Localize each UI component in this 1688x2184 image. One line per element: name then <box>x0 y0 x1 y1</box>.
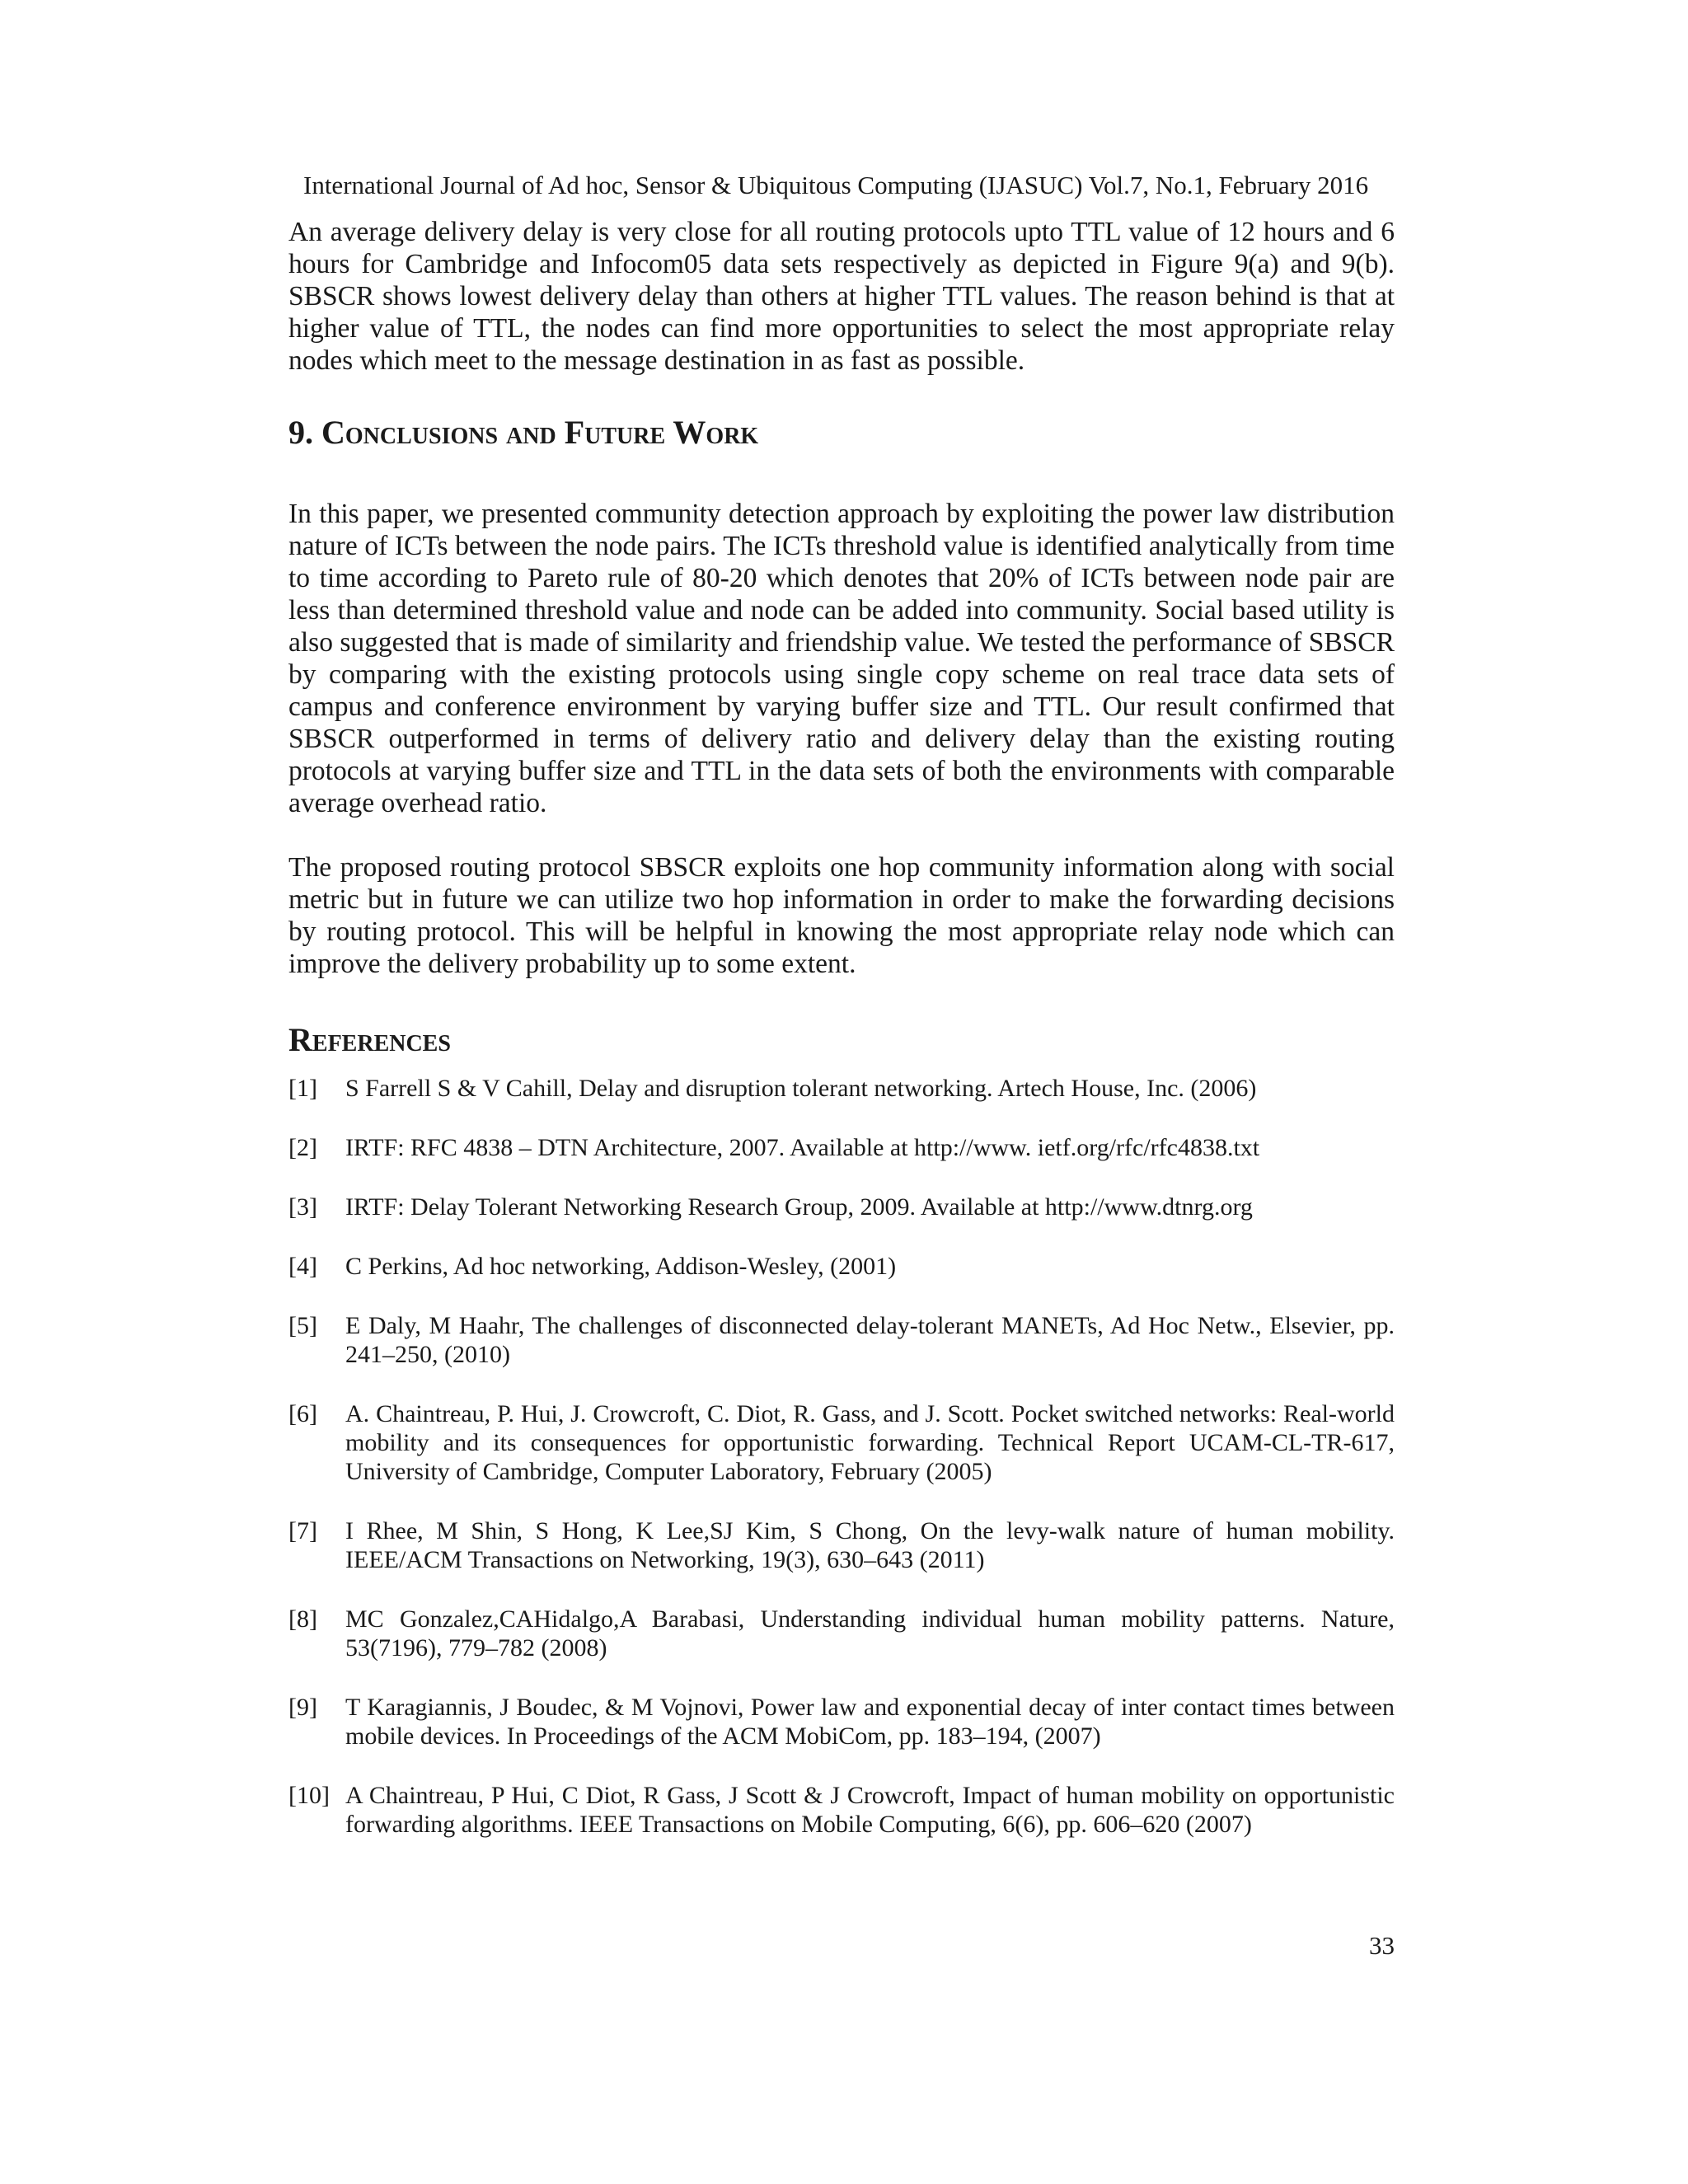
intro-paragraph: An average delivery delay is very close for all routing protocols upto TTL value of 12 hours and 6 hours for Cambridge and Infocom05 data sets respectively as depicted in Figure 9(a) and 9(b). SBSCR shows lowest delivery delay than others at higher TTL values. The reason behind is that at higher value of TTL, the nodes can find more opportunities to select the most appropriate relay nodes which meet to the message destination in as fast as possible. <box>288 217 1395 376</box>
reference-number: [5] <box>288 1312 317 1339</box>
reference-text: A. Chaintreau, P. Hui, J. Crowcroft, C. Diot, R. Gass, and J. Scott. Pocket switched networks: Real-world mobility and its consequences for opportunistic forwarding. Technical Report UCAM-CL-TR-617, University of Cambridge, Computer Laboratory, February (2005) <box>345 1400 1395 1485</box>
reference-number: [3] <box>288 1193 317 1221</box>
conclusion-paragraph-1: In this paper, we presented community detection approach by exploiting the power law distribution nature of ICTs between the node pairs. The ICTs threshold value is identified analytically from time to time according to Pareto rule of 80-20 which denotes that 20% of ICTs between node pair are less than determined threshold value and node can be added into community. Social based utility is also suggested that is made of similarity and friendship value. We tested the performance of SBSCR by comparing with the existing protocols using single copy scheme on real trace data sets of campus and conference environment by varying buffer size and TTL. Our result confirmed that SBSCR outperformed in terms of delivery ratio and delivery delay than the existing routing protocols at varying buffer size and TTL in the data sets of both the environments with comparable average overhead ratio. <box>288 499 1395 818</box>
reference-text: C Perkins, Ad hoc networking, Addison-Wesley, (2001) <box>345 1253 897 1280</box>
reference-list <box>288 1074 1395 1839</box>
section-heading-references: References <box>288 1021 451 1058</box>
reference-number: [6] <box>288 1400 317 1427</box>
reference-item-7 <box>288 1516 1395 1574</box>
reference-item-6 <box>288 1399 1395 1486</box>
reference-number: [1] <box>288 1075 317 1102</box>
reference-number: [2] <box>288 1134 317 1161</box>
running-header: International Journal of Ad hoc, Sensor & Ubiquitous Computing (IJASUC) Vol.7, No.1, February 2016 <box>303 171 1369 199</box>
reference-number: [7] <box>288 1517 317 1544</box>
reference-number: [4] <box>288 1253 317 1280</box>
section-heading-conclusions: 9. Conclusions and Future Work <box>288 414 759 451</box>
reference-text: A Chaintreau, P Hui, C Diot, R Gass, J Scott & J Crowcroft, Impact of human mobility on opportunistic forwarding algorithms. IEEE Transactions on Mobile Computing, 6(6), pp. 606–620 (2007) <box>345 1782 1395 1838</box>
reference-text: T Karagiannis, J Boudec, & M Vojnovi, Power law and exponential decay of inter contact times between mobile devices. In Proceedings of the ACM MobiCom, pp. 183–194, (2007) <box>345 1694 1395 1750</box>
reference-item-2 <box>288 1133 1395 1162</box>
reference-item-9 <box>288 1693 1395 1750</box>
reference-item-10 <box>288 1781 1395 1839</box>
reference-item-8 <box>288 1605 1395 1662</box>
reference-text: E Daly, M Haahr, The challenges of disconnected delay-tolerant MANETs, Ad Hoc Netw., Elsevier, pp. 241–250, (2010) <box>345 1312 1395 1368</box>
reference-text: S Farrell S & V Cahill, Delay and disruption tolerant networking. Artech House, Inc. (2006) <box>345 1075 1257 1102</box>
reference-text: I Rhee, M Shin, S Hong, K Lee,SJ Kim, S Chong, On the levy-walk nature of human mobility. IEEE/ACM Transactions on Networking, 19(3), 630–643 (2011) <box>345 1517 1395 1573</box>
reference-item-1 <box>288 1074 1395 1103</box>
page-body <box>288 216 1395 1869</box>
reference-text: IRTF: Delay Tolerant Networking Research Group, 2009. Available at http://www.dtnrg.org <box>345 1193 1253 1221</box>
reference-text: MC Gonzalez,CAHidalgo,A Barabasi, Understanding individual human mobility patterns. Nature, 53(7196), 779–782 (2008) <box>345 1605 1395 1661</box>
page-number: 33 <box>1369 1931 1395 1960</box>
reference-number: [9] <box>288 1694 317 1721</box>
reference-number: [8] <box>288 1605 317 1633</box>
reference-number: [10] <box>288 1782 330 1809</box>
conclusion-paragraph-2: The proposed routing protocol SBSCR exploits one hop community information along with social metric but in future we can utilize two hop information in order to make the forwarding decisions by routing protocol. This will be helpful in knowing the most appropriate relay node which can improve the delivery probability up to some extent. <box>288 852 1395 979</box>
reference-item-4 <box>288 1252 1395 1281</box>
reference-item-3 <box>288 1193 1395 1221</box>
reference-text: IRTF: RFC 4838 – DTN Architecture, 2007. Available at http://www. ietf.org/rfc/rfc4838.txt <box>345 1134 1260 1161</box>
reference-item-5 <box>288 1311 1395 1369</box>
